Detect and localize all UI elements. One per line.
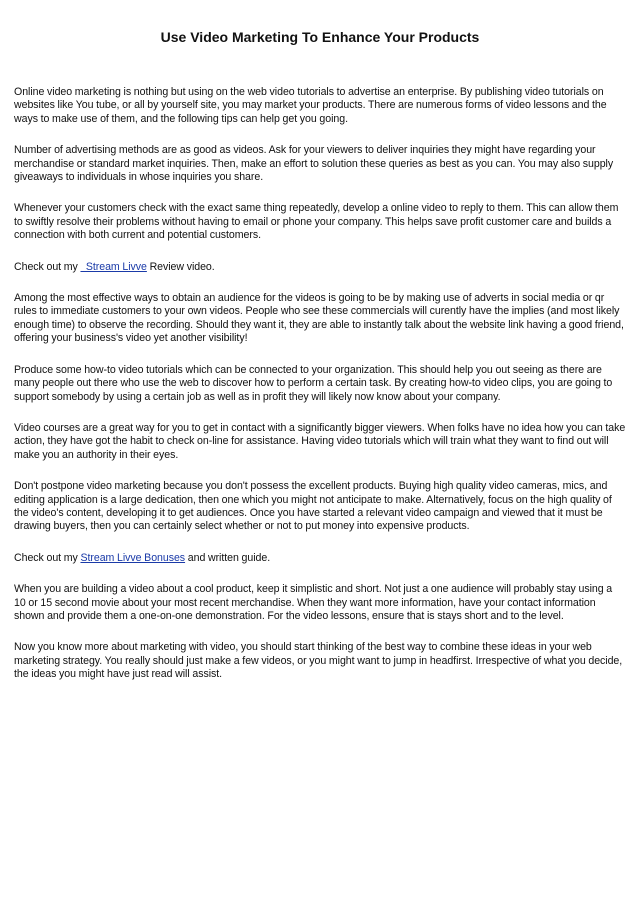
bonuses-prefix: Check out my — [14, 551, 81, 564]
stream-livve-bonuses-link[interactable]: Stream Livve Bonuses — [80, 551, 186, 564]
check-out-prefix: Check out my — [14, 260, 81, 273]
paragraph-advertising-methods: Number of advertising methods are as good as videos. Ask for your viewers to deliver inquiries they might have regarding your merchandise or standard market inquiries. Then, make an effort to solution these queries as best as you can. You may also supply giveaways to individuals in whose inquiries you share. — [14, 144, 614, 184]
paragraph-check-out-review — [14, 261, 626, 274]
paragraph-equipment: Don't postpone video marketing because you don't possess the excellent products. Buying high quality video cameras, mics, and editing application is a large dedication, then one which you might not anticipate to make. Alternatively, focus on the high quality of the video's content, developing it to get audiences. Once you have started a relevant video campaign and viewed that it must be drawing buyers, then you can certainly select whether or not to put money into expensive products. — [14, 480, 612, 533]
paragraph-customer-questions: Whenever your customers check with the exact same thing repeatedly, develop a online video to reply to them. This can allow them to swiftly resolve their problems without having to email or phone your company. This helps save profit customer care and builds a connection with both current and potential customers. — [14, 202, 619, 242]
bonuses-suffix: and written guide. — [185, 551, 271, 564]
stream-livve-review-link[interactable]: Stream Livve — [80, 260, 147, 273]
check-out-suffix: Review video. — [146, 260, 215, 273]
paragraph-video-courses: Video courses are a great way for you to get in contact with a significantly bigger viewers. When folks have no idea how you can take action, they have got the habit to check on-line for assistance. Having video tutorials which will train what they want to find out will make you an authority in their eyes. — [14, 421, 626, 461]
paragraph-keep-it-short: When you are building a video about a cool product, keep it simplistic and short. Not just a one audience will probably stay using a 10 or 15 second movie about your most recent merchandise. When they want more information, have your contact information shown and provide them a one-on-one demonstration. For the video lessons, ensure that is stays short and to the level. — [14, 583, 613, 622]
paragraph-intro: Online video marketing is nothing but using on the web video tutorials to advertise an enterprise. By publishing video tutorials on websites like You tube, or all by yourself site, you may market your products. There are numerous forms of video lessons and the ways to make use of them, and the following tips can help get you going. — [14, 86, 607, 125]
paragraph-check-out-bonuses — [14, 552, 626, 565]
paragraph-how-to-videos: Produce some how-to video tutorials which can be connected to your organization. This should help you out seeing as there are many people out there who use the web to discover how to perform a certain task. By creating how-to video clips, you are going to support somebody by using a certain job as well as in profit they will likely now know about your company. — [14, 363, 613, 403]
page-title: Use Video Marketing To Enhance Your Products — [160, 29, 480, 45]
paragraph-conclusion: Now you know more about marketing with video, you should start thinking of the best way to combine these ideas in your web marketing strategy. You really should just make a few videos, or you might want to jump in headfirst. Irrespective of what you decide, the ideas you might have just read will assist. — [14, 641, 623, 681]
paragraph-social-media-adverts: Among the most effective ways to obtain an audience for the videos is going to be by making use of adverts in social media or qr rules to immediate customers to your own videos. People who see these commercials will curently have the implies (and most likely enough time) to observe the recording. Should they want it, they are able to instantly talk about the website link having a good friend, offering your business's video yet another visibility! — [14, 292, 624, 345]
